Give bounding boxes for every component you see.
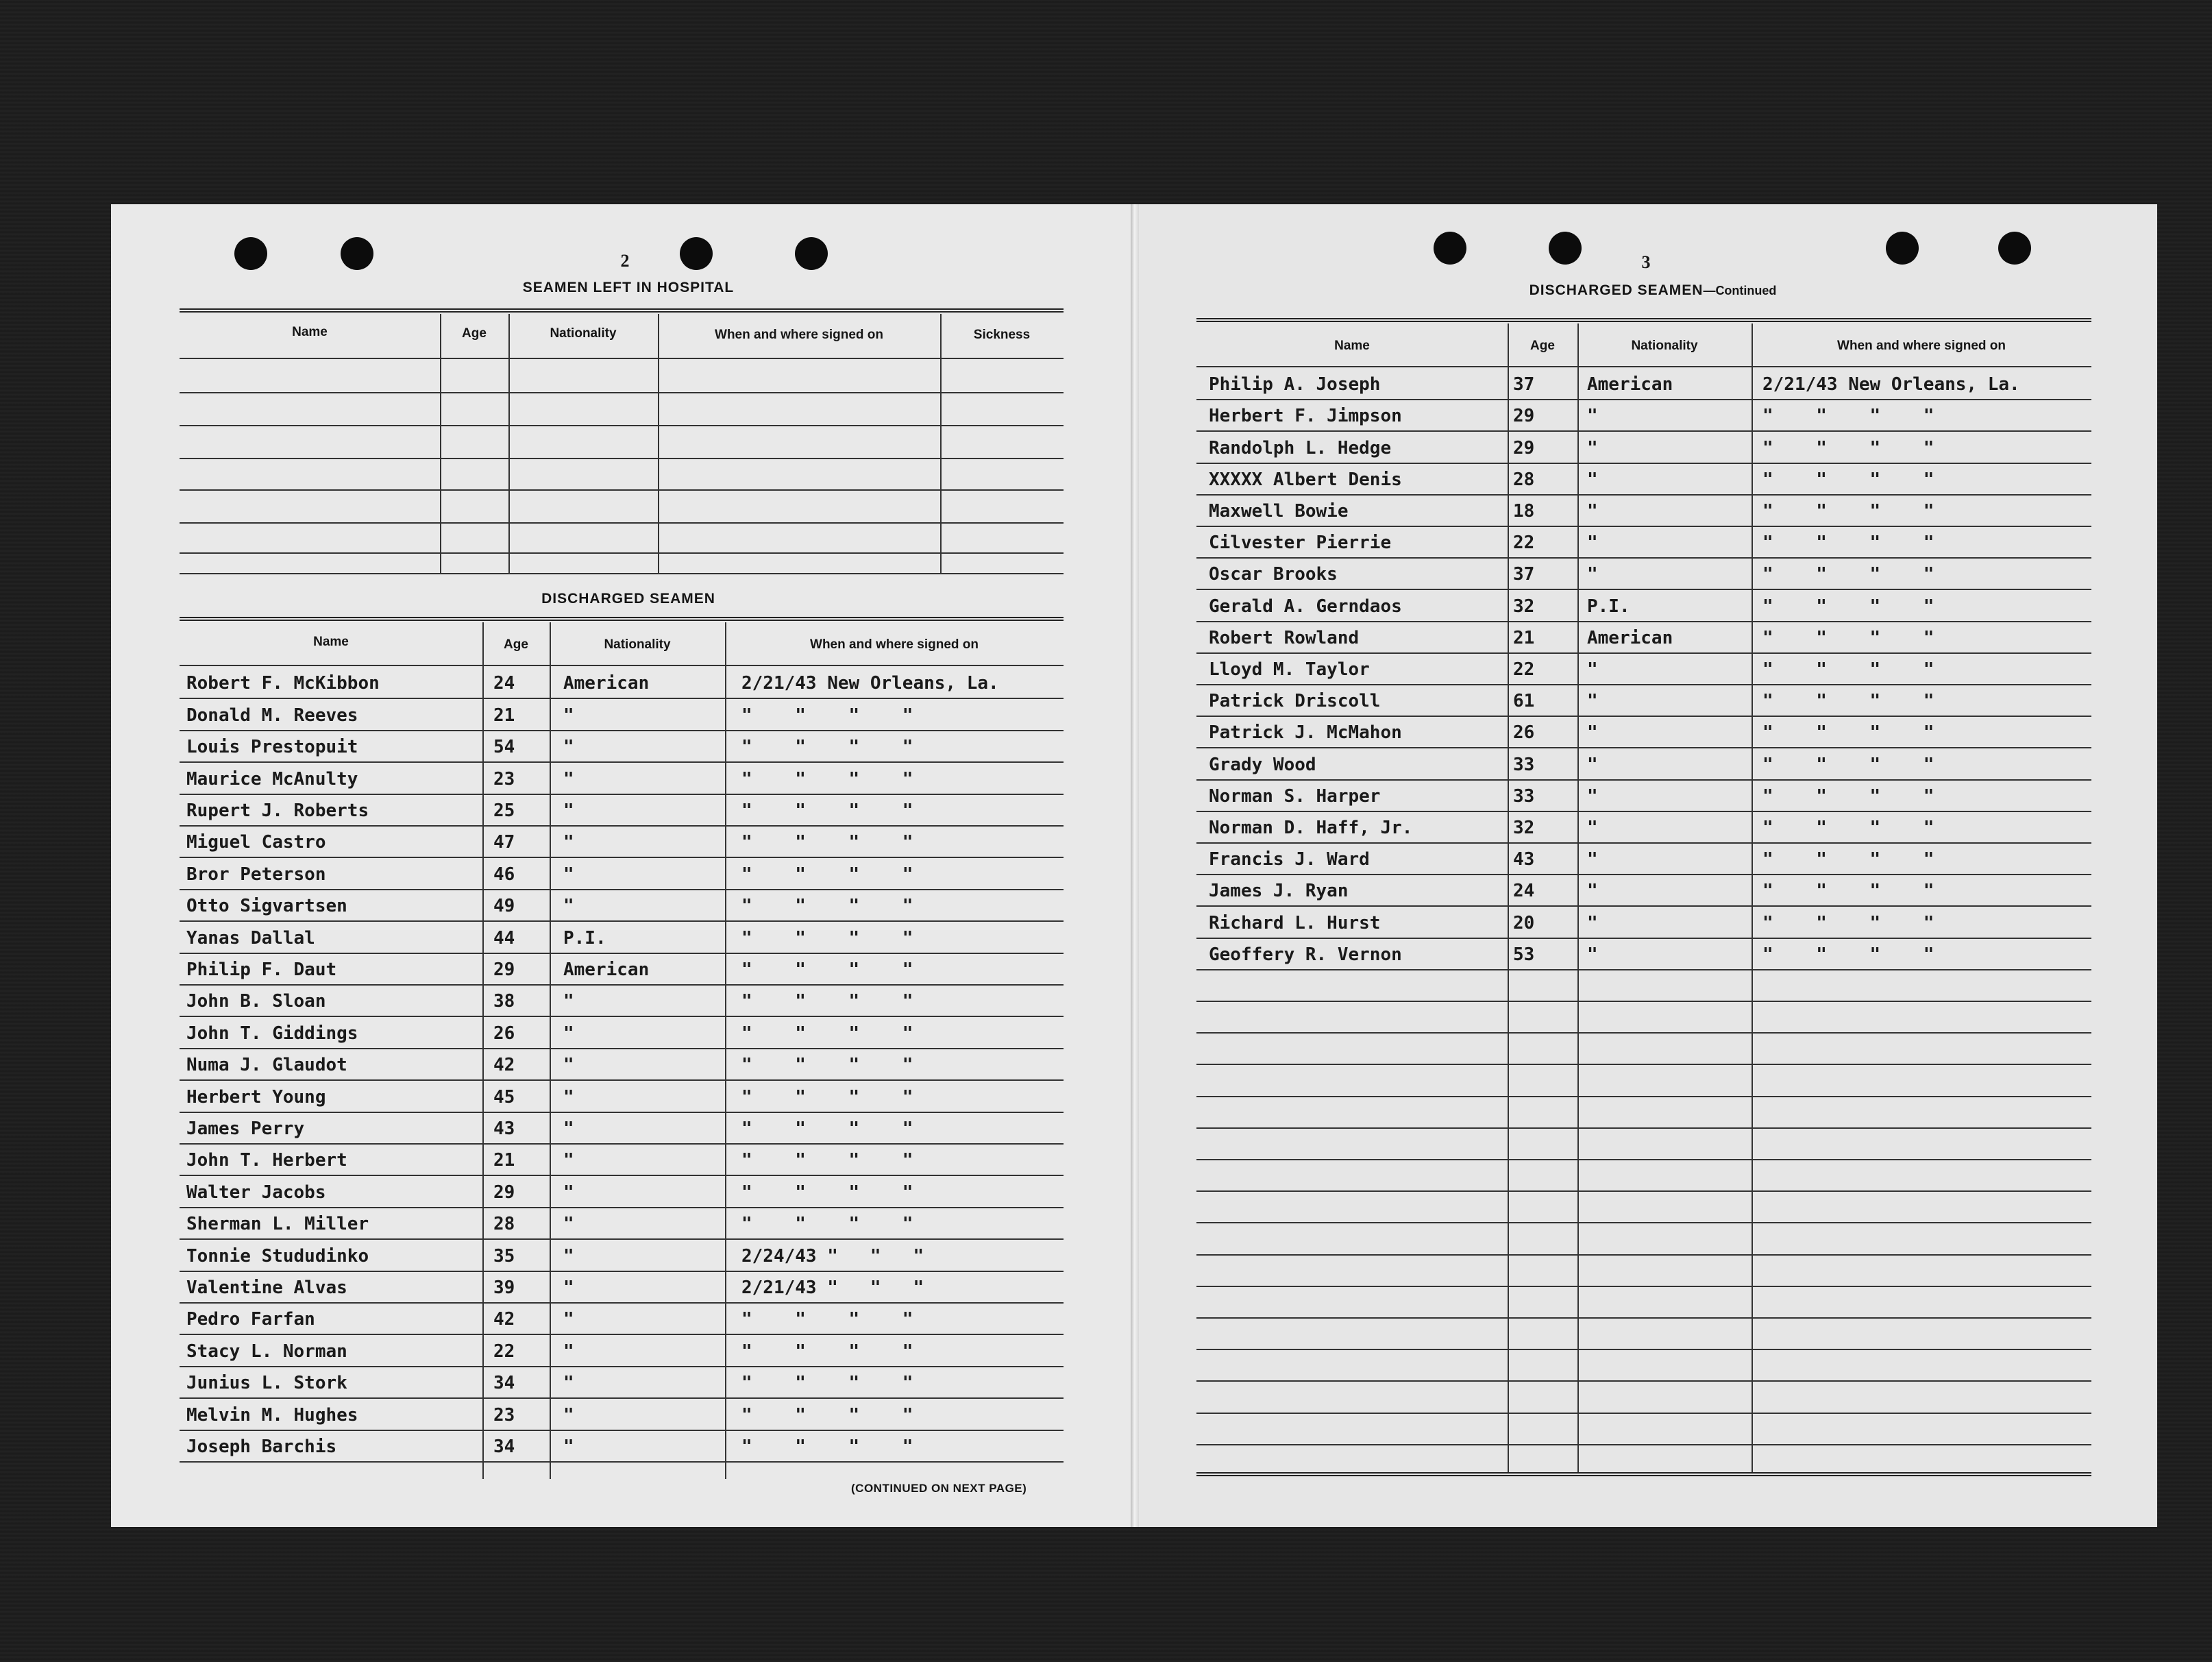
cell-signed: 2/21/43 " " " (741, 1277, 924, 1298)
table-row (180, 1079, 1064, 1111)
table-row (1196, 463, 2091, 494)
cell-nationality: " (1587, 437, 1598, 459)
cell-signed: " " " " (741, 1373, 913, 1394)
cell-age: 37 (1513, 564, 1535, 585)
table-row (1196, 905, 2091, 937)
cell-age: 23 (493, 1404, 515, 1426)
table-row (180, 730, 1064, 761)
cell-nationality: " (1587, 849, 1598, 870)
cell-nationality: " (563, 1404, 574, 1426)
cell-name: Walter Jacobs (186, 1182, 326, 1203)
cell-name: XXXXX Albert Denis (1209, 469, 1402, 490)
blank-ruled-line (1196, 1222, 2091, 1223)
cell-signed: " " " " (1762, 849, 1934, 870)
cell-nationality: " (1587, 406, 1598, 427)
cell-nationality: " (563, 800, 574, 821)
cell-signed: " " " " (741, 737, 913, 758)
cell-nationality: " (563, 737, 574, 758)
punch-hole (1434, 232, 1466, 265)
cell-name: Herbert F. Jimpson (1209, 406, 1402, 427)
cell-signed: " " " " (741, 1214, 913, 1235)
cell-signed: " " " " (741, 1150, 913, 1171)
table-row (180, 1334, 1064, 1365)
table-row (1196, 430, 2091, 462)
blank-ruled-line (1196, 1349, 2091, 1350)
page-number: 2 (620, 251, 630, 271)
cell-nationality: " (563, 832, 574, 853)
cell-signed: " " " " (1762, 912, 1934, 933)
cell-signed: " " " " (741, 832, 913, 853)
cell-name: Louis Prestopuit (186, 737, 358, 758)
cell-name: Junius L. Stork (186, 1373, 347, 1394)
cell-age: 28 (493, 1214, 515, 1235)
cell-signed: " " " " (1762, 627, 1934, 648)
cell-nationality: " (1587, 881, 1598, 902)
cell-age: 42 (493, 1309, 515, 1330)
cell-signed: " " " " (741, 1055, 913, 1076)
cell-nationality: " (563, 1118, 574, 1139)
cell-nationality: " (563, 1245, 574, 1267)
table-row (180, 857, 1064, 888)
cell-name: Randolph L. Hedge (1209, 437, 1392, 459)
cell-nationality: American (1587, 374, 1673, 395)
cell-nationality: " (1587, 912, 1598, 933)
cell-name: Norman D. Haff, Jr. (1209, 817, 1413, 838)
cell-signed: " " " " (741, 927, 913, 949)
cell-age: 25 (493, 800, 515, 821)
cell-signed: " " " " (741, 1086, 913, 1108)
cell-signed: " " " " (741, 768, 913, 790)
table-row (1196, 684, 2091, 716)
cell-signed: " " " " (741, 1341, 913, 1362)
blank-ruled-line (1196, 1064, 2091, 1065)
cell-age: 35 (493, 1245, 515, 1267)
table-row (1196, 621, 2091, 652)
cell-nationality: " (563, 768, 574, 790)
discharged-section-title: DISCHARGED SEAMEN (541, 591, 715, 607)
cell-signed: " " " " (1762, 817, 1934, 838)
cell-name: Cilvester Pierrie (1209, 533, 1392, 554)
cell-age: 26 (1513, 722, 1535, 744)
cell-name: Lloyd M. Taylor (1209, 659, 1370, 680)
cell-age: 53 (1513, 944, 1535, 965)
cell-signed: " " " " (741, 705, 913, 726)
cell-signed: " " " " (1762, 722, 1934, 744)
cell-signed: " " " " (1762, 881, 1934, 902)
col-header-signed-on: When and where signed on (715, 328, 883, 342)
table-row (1196, 494, 2091, 526)
cell-age: 37 (1513, 374, 1535, 395)
cell-name: Philip F. Daut (186, 959, 337, 980)
hospital-table (180, 308, 1064, 574)
cell-nationality: " (563, 991, 574, 1012)
table-row (1196, 842, 2091, 874)
cell-nationality: " (563, 1341, 574, 1362)
cell-signed: " " " " (1762, 944, 1934, 965)
cell-name: Numa J. Glaudot (186, 1055, 347, 1076)
cell-name: James J. Ryan (1209, 881, 1349, 902)
col-header-signed-on: When and where signed on (810, 637, 979, 652)
cell-name: Richard L. Hurst (1209, 912, 1381, 933)
table-row (1196, 526, 2091, 557)
cell-nationality: " (1587, 944, 1598, 965)
left-page (111, 204, 1132, 1527)
cell-name: Norman S. Harper (1209, 785, 1381, 807)
cell-age: 47 (493, 832, 515, 853)
cell-signed: 2/21/43 New Orleans, La. (1762, 374, 2020, 395)
blank-ruled-line (1196, 1096, 2091, 1097)
table-row (1196, 874, 2091, 905)
cell-age: 38 (493, 991, 515, 1012)
cell-age: 24 (1513, 881, 1535, 902)
cell-nationality: " (1587, 659, 1598, 680)
cell-nationality: " (1587, 817, 1598, 838)
cell-signed: " " " " (1762, 469, 1934, 490)
cell-age: 29 (493, 959, 515, 980)
table-row (1196, 779, 2091, 811)
cell-age: 29 (1513, 406, 1535, 427)
col-header-name: Name (313, 635, 349, 649)
cell-name: Oscar Brooks (1209, 564, 1338, 585)
cell-signed: 2/21/43 New Orleans, La. (741, 673, 999, 694)
col-header-sickness: Sickness (973, 328, 1031, 342)
cell-signed: " " " " (741, 1182, 913, 1203)
cell-age: 34 (493, 1436, 515, 1457)
continued-note: (CONTINUED ON NEXT PAGE) (851, 1482, 1027, 1495)
cell-nationality: " (563, 1086, 574, 1108)
cell-nationality: " (563, 1023, 574, 1044)
cell-name: Rupert J. Roberts (186, 800, 369, 821)
cell-name: John T. Herbert (186, 1150, 347, 1171)
table-row (180, 1397, 1064, 1429)
cell-nationality: American (563, 959, 650, 980)
cell-age: 20 (1513, 912, 1535, 933)
table-row (180, 1175, 1064, 1206)
cell-age: 34 (493, 1373, 515, 1394)
cell-age: 22 (493, 1341, 515, 1362)
cell-signed: " " " " (741, 1436, 913, 1457)
cell-nationality: P.I. (563, 927, 606, 949)
punch-hole (341, 237, 373, 270)
cell-nationality: " (563, 1436, 574, 1457)
cell-signed: " " " " (741, 800, 913, 821)
cell-nationality: " (1587, 785, 1598, 807)
discharged-continued-title (1344, 282, 1961, 299)
cell-name: Robert Rowland (1209, 627, 1360, 648)
cell-signed: " " " " (1762, 437, 1934, 459)
cell-signed: " " " " (1762, 785, 1934, 807)
col-header-nationality: Nationality (1631, 339, 1698, 353)
cell-nationality: " (563, 1150, 574, 1171)
cell-signed: " " " " (1762, 500, 1934, 522)
cell-age: 39 (493, 1277, 515, 1298)
cell-nationality: " (563, 1214, 574, 1235)
cell-signed: " " " " (741, 959, 913, 980)
page-number: 3 (1641, 252, 1651, 272)
cell-nationality: " (563, 705, 574, 726)
cell-signed: " " " " (1762, 754, 1934, 775)
cell-signed: " " " " (741, 864, 913, 885)
cell-age: 22 (1513, 659, 1535, 680)
col-header-name: Name (292, 325, 328, 339)
blank-ruled-line (1196, 1159, 2091, 1160)
table-row (180, 984, 1064, 1016)
cell-nationality: " (563, 1055, 574, 1076)
punch-hole (795, 237, 828, 270)
cell-age: 24 (493, 673, 515, 694)
table-row (180, 920, 1064, 952)
blank-ruled-line (1196, 1254, 2091, 1256)
cell-signed: " " " " (1762, 596, 1934, 617)
cell-age: 22 (1513, 533, 1535, 554)
cell-age: 18 (1513, 500, 1535, 522)
cell-age: 26 (493, 1023, 515, 1044)
cell-age: 23 (493, 768, 515, 790)
cell-age: 32 (1513, 817, 1535, 838)
cell-nationality: " (1587, 533, 1598, 554)
punch-hole (234, 237, 267, 270)
table-row (1196, 938, 2091, 969)
col-header-age: Age (1530, 339, 1555, 353)
cell-age: 42 (493, 1055, 515, 1076)
blank-ruled-line (1196, 1032, 2091, 1034)
table-row (1196, 747, 2091, 779)
cell-name: Sherman L. Miller (186, 1214, 369, 1235)
cell-name: Stacy L. Norman (186, 1341, 347, 1362)
blank-ruled-line (1196, 1127, 2091, 1129)
cell-signed: " " " " (1762, 533, 1934, 554)
cell-age: 33 (1513, 785, 1535, 807)
cell-name: Miguel Castro (186, 832, 326, 853)
table-row (180, 953, 1064, 984)
cell-nationality: " (563, 1309, 574, 1330)
cell-name: Donald M. Reeves (186, 705, 358, 726)
cell-nationality: American (563, 673, 650, 694)
cell-nationality: " (1587, 754, 1598, 775)
title-suffix: —Continued (1703, 284, 1777, 297)
punch-hole (1998, 232, 2031, 265)
cell-nationality: " (1587, 722, 1598, 744)
table-row (1196, 367, 2091, 399)
cell-age: 54 (493, 737, 515, 758)
col-header-nationality: Nationality (604, 637, 671, 652)
cell-nationality: " (1587, 691, 1598, 712)
cell-age: 29 (1513, 437, 1535, 459)
cell-nationality: " (563, 1373, 574, 1394)
col-header-name: Name (1334, 339, 1370, 353)
cell-age: 33 (1513, 754, 1535, 775)
cell-signed: " " " " (741, 1309, 913, 1330)
cell-nationality: " (563, 1277, 574, 1298)
table-row (1196, 557, 2091, 589)
table-row (180, 889, 1064, 920)
cell-signed: 2/24/43 " " " (741, 1245, 924, 1267)
discharged-table-left (180, 617, 1064, 1479)
hospital-section-title: SEAMEN LEFT IN HOSPITAL (522, 280, 735, 295)
cell-name: John B. Sloan (186, 991, 326, 1012)
cell-signed: " " " " (741, 991, 913, 1012)
cell-name: Maurice McAnulty (186, 768, 358, 790)
cell-nationality: American (1587, 627, 1673, 648)
cell-age: 29 (493, 1182, 515, 1203)
table-row (180, 761, 1064, 793)
cell-name: Melvin M. Hughes (186, 1404, 358, 1426)
cell-age: 44 (493, 927, 515, 949)
col-header-nationality: Nationality (550, 326, 617, 341)
cell-nationality: " (563, 1182, 574, 1203)
cell-name: Patrick Driscoll (1209, 691, 1381, 712)
cell-name: Philip A. Joseph (1209, 374, 1381, 395)
cell-name: Gerald A. Gerndaos (1209, 596, 1402, 617)
discharged-table-right (1196, 318, 2091, 1478)
punch-hole (1549, 232, 1582, 265)
cell-signed: " " " " (1762, 564, 1934, 585)
cell-age: 21 (1513, 627, 1535, 648)
blank-ruled-line (1196, 1286, 2091, 1287)
table-row (180, 1430, 1064, 1461)
table-row (180, 1048, 1064, 1079)
cell-nationality: " (563, 864, 574, 885)
cell-name: Bror Peterson (186, 864, 326, 885)
cell-signed: " " " " (1762, 406, 1934, 427)
cell-name: Pedro Farfan (186, 1309, 315, 1330)
cell-name: Robert F. McKibbon (186, 673, 380, 694)
table-row (1196, 399, 2091, 430)
table-row (180, 794, 1064, 825)
blank-ruled-line (1196, 1317, 2091, 1319)
col-header-signed-on: When and where signed on (1837, 339, 2006, 353)
cell-age: 32 (1513, 596, 1535, 617)
cell-age: 28 (1513, 469, 1535, 490)
cell-name: Geoffery R. Vernon (1209, 944, 1402, 965)
table-row (180, 825, 1064, 857)
table-row (1196, 589, 2091, 620)
blank-ruled-line (1196, 1444, 2091, 1445)
table-row (180, 1143, 1064, 1175)
table-row (180, 1207, 1064, 1238)
cell-nationality: " (1587, 469, 1598, 490)
cell-nationality: " (1587, 500, 1598, 522)
table-row (180, 698, 1064, 729)
cell-signed: " " " " (1762, 659, 1934, 680)
cell-age: 49 (493, 896, 515, 917)
cell-name: Grady Wood (1209, 754, 1316, 775)
table-row (1196, 652, 2091, 684)
cell-name: Joseph Barchis (186, 1436, 337, 1457)
title-main: DISCHARGED SEAMEN (1529, 282, 1704, 298)
right-page (1139, 204, 2157, 1527)
blank-ruled-line (1196, 1413, 2091, 1414)
cell-age: 43 (1513, 849, 1535, 870)
table-row (180, 1366, 1064, 1397)
cell-age: 46 (493, 864, 515, 885)
cell-name: James Perry (186, 1118, 305, 1139)
table-row (180, 1302, 1064, 1334)
cell-age: 21 (493, 1150, 515, 1171)
cell-signed: " " " " (1762, 691, 1934, 712)
cell-signed: " " " " (741, 1023, 913, 1044)
cell-name: Herbert Young (186, 1086, 326, 1108)
cell-age: 61 (1513, 691, 1535, 712)
cell-name: Tonnie Stududinko (186, 1245, 369, 1267)
cell-nationality: " (1587, 564, 1598, 585)
table-row (180, 1271, 1064, 1302)
cell-age: 43 (493, 1118, 515, 1139)
table-row (180, 666, 1064, 698)
cell-name: Maxwell Bowie (1209, 500, 1349, 522)
table-row (180, 1238, 1064, 1270)
cell-signed: " " " " (741, 1118, 913, 1139)
cell-signed: " " " " (741, 1404, 913, 1426)
table-row (180, 1112, 1064, 1143)
table-row (1196, 811, 2091, 842)
cell-nationality: P.I. (1587, 596, 1630, 617)
blank-ruled-line (1196, 1001, 2091, 1002)
cell-name: Patrick J. McMahon (1209, 722, 1402, 744)
cell-name: Otto Sigvartsen (186, 896, 347, 917)
cell-name: Valentine Alvas (186, 1277, 347, 1298)
col-header-age: Age (462, 326, 487, 341)
cell-signed: " " " " (741, 896, 913, 917)
cell-age: 45 (493, 1086, 515, 1108)
cell-name: Francis J. Ward (1209, 849, 1370, 870)
cell-age: 21 (493, 705, 515, 726)
punch-hole (1886, 232, 1919, 265)
punch-hole (680, 237, 713, 270)
cell-name: John T. Giddings (186, 1023, 358, 1044)
cell-name: Yanas Dallal (186, 927, 315, 949)
cell-nationality: " (563, 896, 574, 917)
table-row (180, 1016, 1064, 1047)
blank-ruled-line (1196, 1380, 2091, 1382)
col-header-age: Age (504, 637, 528, 652)
table-row (1196, 716, 2091, 747)
blank-ruled-line (1196, 1190, 2091, 1192)
